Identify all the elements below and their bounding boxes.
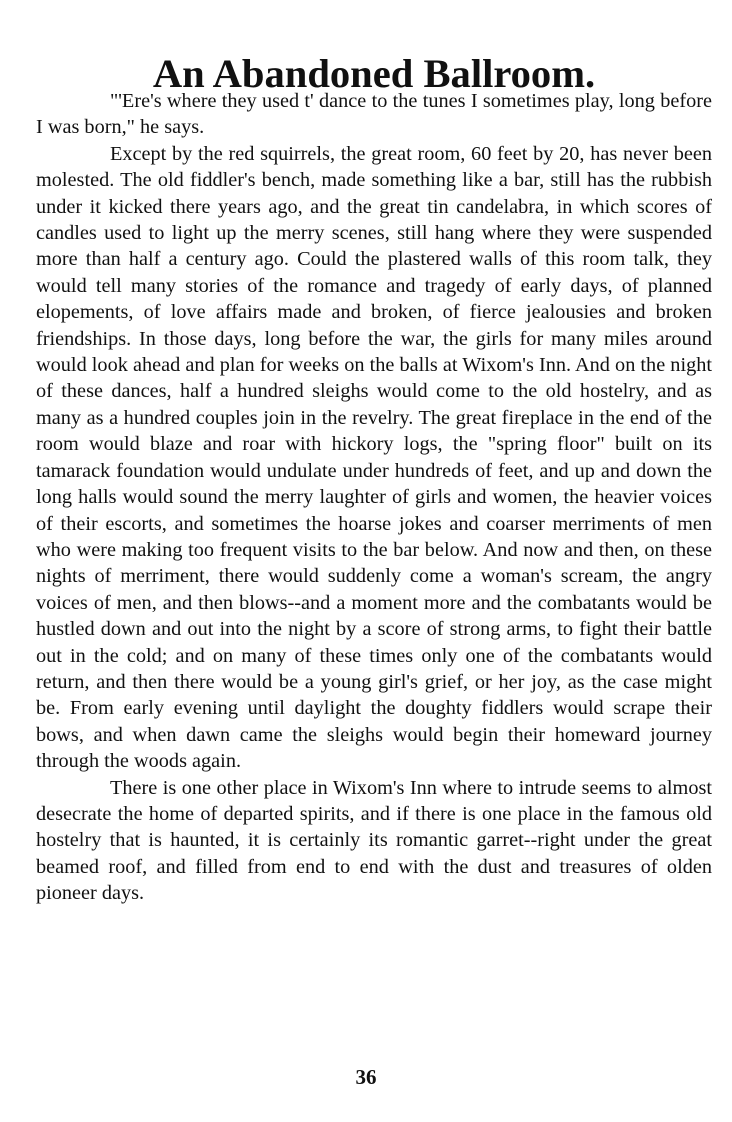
section-title: An Abandoned Ballroom. <box>152 51 596 96</box>
document-page <box>36 51 712 907</box>
paragraph-3: There is one other place in Wixom's Inn where to intrude seems to almost desecrate the home of departed spirits, and if there is one place in the famous old hostelry that is haunted, it is certainly its romantic garret--right under the great beamed roof, and filled from end to end with the dust and treasures of olden pioneer days. <box>36 776 712 905</box>
paragraph-2: Except by the red squirrels, the great room, 60 feet by 20, has never been molested. The old fiddler's bench, made something like a bar, still has the rubbish under it kicked there years ago, and the great tin candelabra, in which scores of candles used to light up the merry scenes, still hang where they were suspended more than half a century ago. Could the plastered walls of this room talk, they would tell many stories of the romance and tragedy of early days, of planned elopements, of love affairs made and broken, of fierce jealousies and broken friendships. In those days, long before the war, the girls for many miles around would look ahead and plan for weeks on the balls at Wixom's Inn. And on the night of these dances, half a hundred sleighs would come to the old hostelry, and as many as a hundred couples join in the revelry. The great fireplace in the end of the room would blaze and roar with hickory logs, the "spring floor" built on its tamarack foundation would undulate under hundreds of feet, and up and down the long halls would sound the merry laughter of girls and women, the heavier voices of their escorts, and sometimes the hoarse jokes and coarser merriments of men who were making too frequent visits to the bar below. And now and then, on these nights of merriment, there would suddenly come a woman's scream, the angry voices of men, and then blows--and a moment more and the combatants would be hustled down and out into the night by a score of strong arms, to fight their battle out in the cold; and on many of these times only one of the combatants would return, and then there would be a young girl's grief, or her joy, as the case might be. From early evening until daylight the doughty fiddlers would scrape their bows, and when dawn came the sleighs would begin their homeward journey through the woods again. <box>36 142 712 773</box>
paragraph-1: "'Ere's where they used t' dance to the tunes I sometimes play, long before I was born," he says. <box>36 90 712 139</box>
page-number: 36 <box>355 1065 377 1089</box>
